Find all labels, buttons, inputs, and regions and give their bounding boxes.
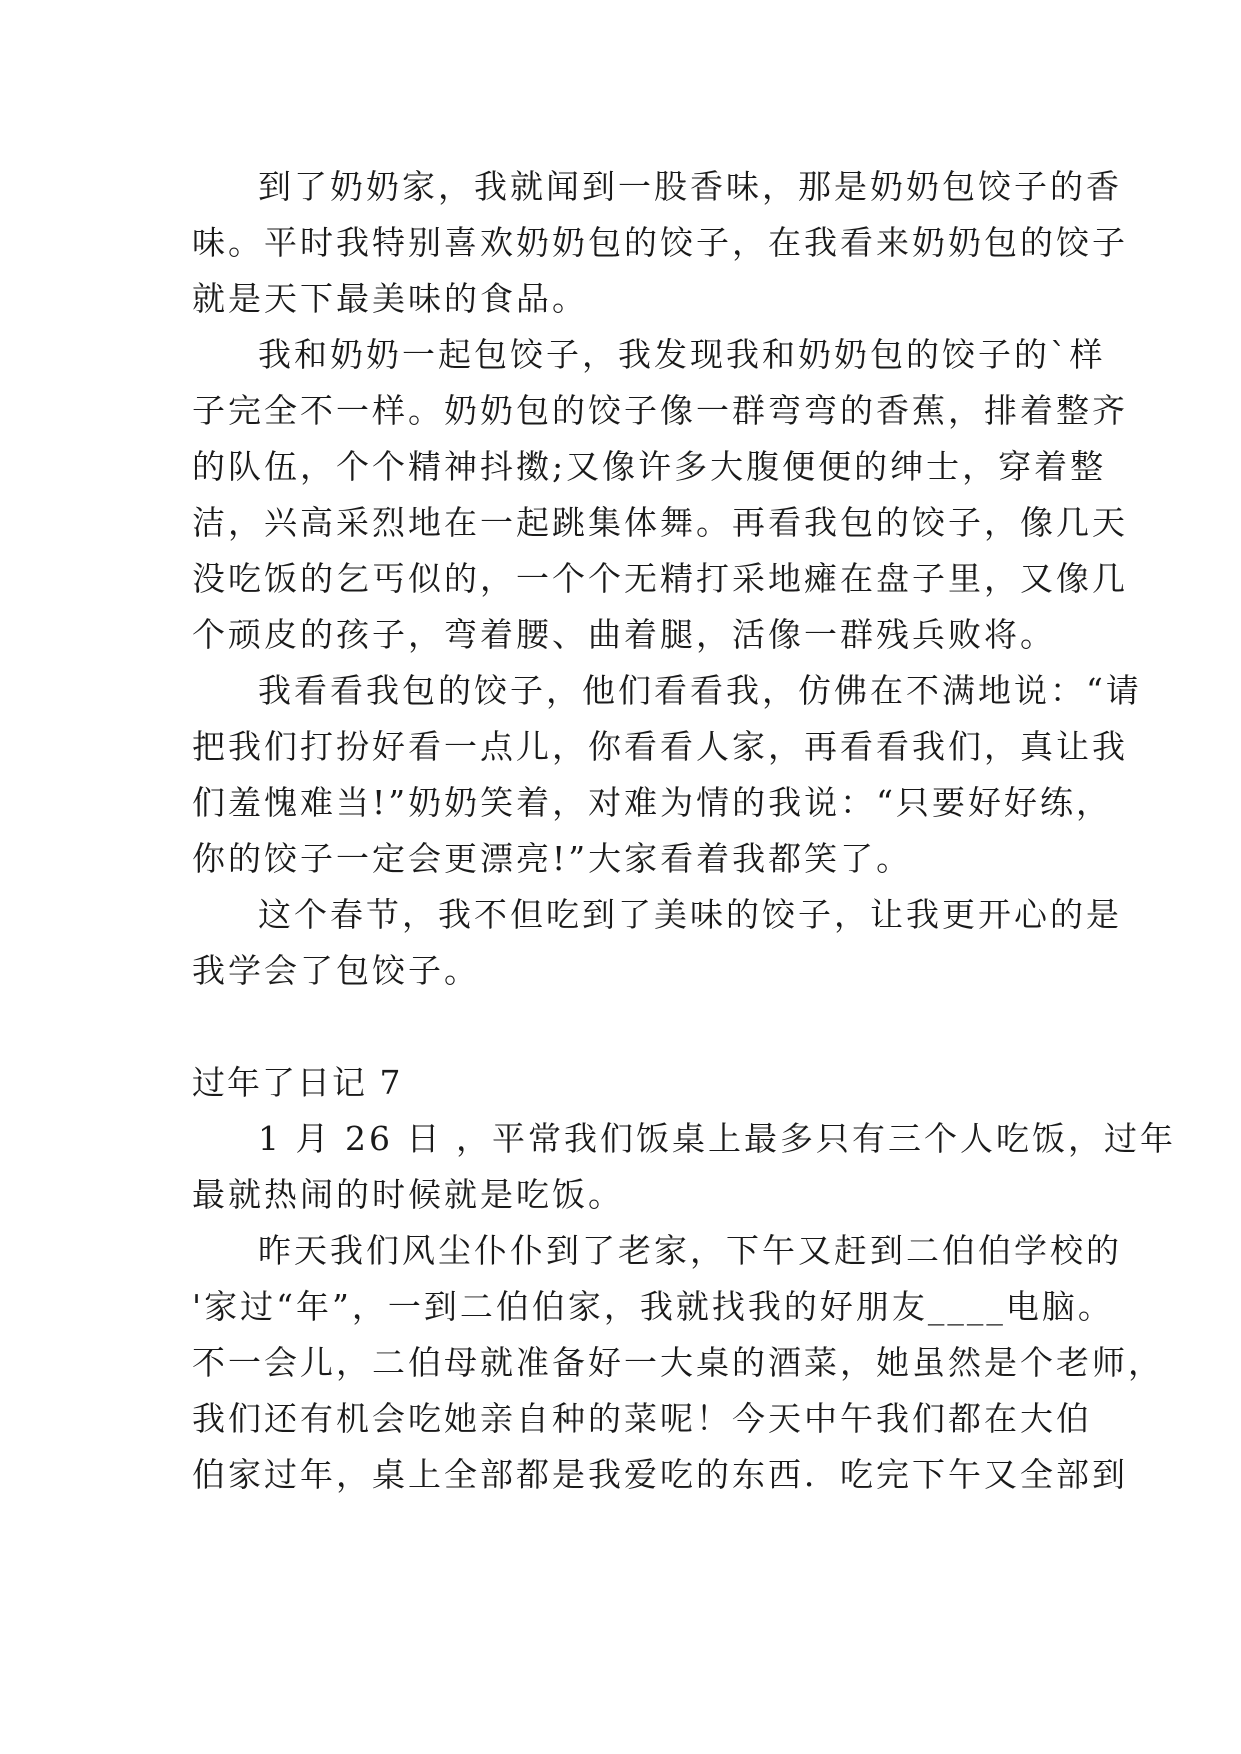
paragraph-line: 味。平时我特别喜欢奶奶包的饺子，在我看来奶奶包的饺子 — [192, 223, 1128, 262]
section-heading: 过年了日记 7 — [192, 1063, 403, 1102]
paragraph-line: 到了奶奶家，我就闻到一股香味，那是奶奶包饺子的香 — [258, 167, 1122, 206]
paragraph-line: 伯家过年，桌上全部都是我爱吃的东西．吃完下午又全部到 — [192, 1455, 1128, 1494]
paragraph-line: 最就热闹的时候就是吃饭。 — [192, 1175, 624, 1214]
paragraph-line: 昨天我们风尘仆仆到了老家，下午又赶到二伯伯学校的 — [258, 1231, 1122, 1270]
paragraph-line: 们羞愧难当!”奶奶笑着，对难为情的我说：“只要好好练， — [192, 783, 1113, 822]
paragraph-line: 我学会了包饺子。 — [192, 951, 480, 990]
paragraph-line: 1 月 26 日 ，平常我们饭桌上最多只有三个人吃饭，过年 — [258, 1119, 1176, 1158]
paragraph-line: 不一会儿，二伯母就准备好一大桌的酒菜，她虽然是个老师， — [192, 1343, 1164, 1382]
paragraph-line: 这个春节，我不但吃到了美味的饺子，让我更开心的是 — [258, 895, 1122, 934]
paragraph-line: 子完全不一样。奶奶包的饺子像一群弯弯的香蕉，排着整齐 — [192, 391, 1128, 430]
paragraph-line: 我和奶奶一起包饺子，我发现我和奶奶包的饺子的`样 — [258, 335, 1106, 374]
paragraph-line: 把我们打扮好看一点儿，你看看人家，再看看我们，真让我 — [192, 727, 1128, 766]
paragraph-line: 我看看我包的饺子，他们看看我，仿佛在不满地说：“请 — [258, 671, 1142, 710]
paragraph-line: 就是天下最美味的食品。 — [192, 279, 588, 318]
paragraph-line: '家过“年”，一到二伯伯家，我就找我的好朋友____电脑。 — [192, 1287, 1114, 1326]
paragraph-line: 个顽皮的孩子，弯着腰、曲着腿，活像一群残兵败将。 — [192, 615, 1056, 654]
paragraph-line: 没吃饭的乞丐似的，一个个无精打采地瘫在盘子里，又像几 — [192, 559, 1128, 598]
paragraph-line: 我们还有机会吃她亲自种的菜呢！今天中午我们都在大伯 — [192, 1399, 1092, 1438]
paragraph-line: 的队伍，个个精神抖擞;又像许多大腹便便的绅士，穿着整 — [192, 447, 1107, 486]
paragraph-line: 你的饺子一定会更漂亮!”大家看着我都笑了。 — [192, 839, 913, 878]
paragraph-line: 洁，兴高采烈地在一起跳集体舞。再看我包的饺子，像几天 — [192, 503, 1128, 542]
